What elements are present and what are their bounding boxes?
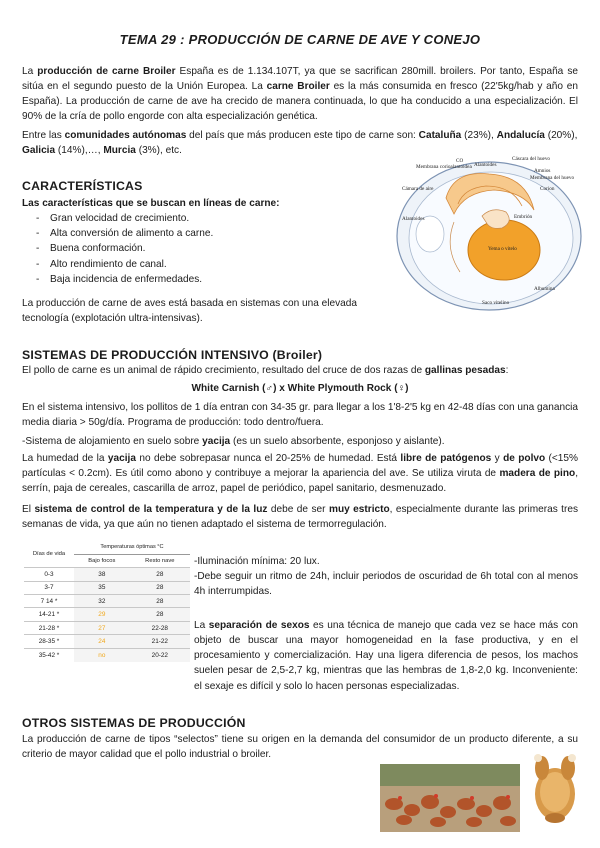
lighting-min: -Iluminación mínima: 20 lux. — [194, 556, 320, 567]
sex-separation-paragraph: La separación de sexos es una técnica de manejo que cada vez se hace más con objeto de buscar una mayor homogeneidad en la fase productiva, y en el procesamiento y comercialización. Hay una ligera diferencia de pesos, los machos suelen pesar de 2,5-2,7 kg, mientras que las hembras de 1,8-2,0 kg. Inconveniente: el sexaje es difícil y solo lo hacen personas especializadas. — [194, 620, 579, 692]
table-cell-bajo-focos: 24 — [74, 635, 130, 648]
breed-cross: White Carnish (♂) x White Plymouth Rock (♀) — [191, 383, 409, 394]
table-cell-bajo-focos: 38 — [74, 568, 130, 581]
intensive-paragraph: En el sistema intensivo, los pollitos de 1 día entran con 34-35 gr. para llegar a los 1'8-2'5 kg en 42-48 días con una ganancia media diaria > 50g/día. Programa de producción: todo dentro/fuera. — [22, 402, 578, 429]
egg-label-membrana-huevo: Membrana del huevo — [530, 175, 575, 181]
table-row — [24, 635, 190, 648]
control-paragraph: El sistema de control de la temperatura y de la luz debe de ser muy estricto, especialmente durante las primeras tres semanas de vida, ya que aún no tienen adaptado el sistema de termorregulación. — [22, 504, 579, 531]
characteristics-list — [36, 211, 382, 287]
table-cell-bajo-focos: 35 — [74, 581, 130, 594]
lighting-rhythm: -Debe seguir un ritmo de 24h, incluir periodos de oscuridad de 6h total con al menos 4h interrumpidas. — [194, 571, 578, 598]
table-cell-days: 14-21 * — [24, 608, 74, 621]
communities-paragraph: Entre las comunidades autónomas del país que más producen este tipo de carne son: Cataluña (23%), Andalucía (20%), Galicia (14%),…, Murcia (3%), etc. — [22, 130, 578, 157]
table-cell-resto-nave: 28 — [130, 581, 190, 594]
table-cell-resto-nave: 28 — [130, 568, 190, 581]
table-cell-bajo-focos: no — [74, 648, 130, 661]
egg-label-alantoides: Alantoides — [402, 216, 425, 222]
table-cell-days: 7 14 * — [24, 595, 74, 608]
egg-label-saco-vitelino: Saco vitelino — [482, 300, 510, 306]
list-item: - Alta conversión de alimento a carne. — [36, 226, 382, 241]
table-cell-bajo-focos: 27 — [74, 621, 130, 634]
table-cell-resto-nave: 22-28 — [130, 621, 190, 634]
temperature-table — [24, 541, 190, 662]
litter-paragraph: La humedad de la yacija no debe sobrepasar nunca el 20-25% de humedad. Está libre de patógenos y de polvo (<15% partículas < 0.2cm). Es útil como abono y contribuye a mejorar la apariencia del ave. Se utiliza viruta de madera de pino, serrín, paja de cereales, cascarilla de arroz, papel de periódico, papel sanitario, desmenuzado. — [22, 453, 579, 495]
temperature-table-body — [24, 568, 190, 662]
list-item: - Buena conformación. — [36, 241, 382, 256]
roast-chicken-photo — [524, 752, 586, 830]
list-item: - Alto rendimiento de canal. — [36, 257, 382, 272]
egg-label-embrion: Embrión — [514, 214, 533, 220]
table-row — [24, 648, 190, 661]
chickens-photo — [380, 764, 520, 832]
table-header-group: Temperaturas óptimas °C — [74, 541, 190, 554]
table-cell-bajo-focos: 32 — [74, 595, 130, 608]
housing-paragraph: -Sistema de alojamiento en suelo sobre yacija (es un suelo absorbente, esponjoso y aislante). — [22, 436, 445, 447]
table-row — [24, 568, 190, 581]
table-header-days: Días de vida — [32, 550, 66, 557]
table-cell-resto-nave: 28 — [130, 608, 190, 621]
intro-paragraph: La producción de carne Broiler España es de 1.134.107T, ya que se sacrifican 280mill. broilers. Por tanto, España se sitúa en el segundo puesto de la Unión Europea. La carne Broiler es la más consumida en fresco (22'5kg/hab y año en España). La producción de carne de ave ha crecido de manera continuada, lo que ha conducido a una especialización. El 90% de la cría de pollo engorde con alta especialización genética. — [22, 66, 578, 123]
table-row — [24, 608, 190, 621]
table-cell-days: 0-3 — [24, 568, 74, 581]
egg-label-co: CO — [456, 158, 464, 164]
other-systems-paragraph: La producción de carne de tipos “selectos” tiene su origen en la demanda del consumidor de un producto diferente, a su criterio de mayor calidad que el pollo industrial o broiler. — [22, 734, 578, 761]
egg-label-alantoides-top: Alantoides — [474, 162, 497, 168]
table-cell-resto-nave: 20-22 — [130, 648, 190, 661]
egg-label-yema: Yema o vitelo — [488, 246, 517, 252]
page-title: TEMA 29 : PRODUCCIÓN DE CARNE DE AVE Y CONEJO — [119, 32, 481, 47]
table-cell-days: 28-35 * — [24, 635, 74, 648]
table-row — [24, 595, 190, 608]
table-header-resto: Resto nave — [145, 557, 175, 564]
egg-label-membrana-corio: Membrana corioalantoidea — [416, 164, 472, 170]
table-cell-days: 21-28 * — [24, 621, 74, 634]
egg-label-camara-aire: Cámara de aire — [402, 186, 434, 192]
table-cell-resto-nave: 28 — [130, 595, 190, 608]
egg-label-corion: Corion — [540, 186, 555, 192]
table-cell-days: 35-42 * — [24, 648, 74, 661]
list-item: - Gran velocidad de crecimiento. — [36, 211, 382, 226]
table-cell-resto-nave: 21-22 — [130, 635, 190, 648]
intensive-heading: SISTEMAS DE PRODUCCIÓN INTENSIVO (Broiler) — [22, 348, 323, 362]
characteristics-closing: La producción de carne de aves está basada en sistemas con una elevada tecnología (explotación ultra-intensivas). — [22, 298, 358, 325]
egg-label-albumina: Albumina — [534, 286, 555, 292]
lighting-notes — [194, 554, 578, 599]
egg-label-cascara: Cáscara del huevo — [512, 156, 551, 162]
table-cell-bajo-focos: 29 — [74, 608, 130, 621]
list-item: - Baja incidencia de enfermedades. — [36, 272, 382, 287]
egg-embryo-diagram — [394, 152, 584, 312]
table-row — [24, 581, 190, 594]
intensive-intro: El pollo de carne es un animal de rápido crecimiento, resultado del cruce de dos razas de gallinas pesadas: — [22, 365, 509, 376]
table-header-bajo: Bajo focos — [88, 557, 116, 564]
other-systems-heading: OTROS SISTEMAS DE PRODUCCIÓN — [22, 716, 246, 730]
characteristics-heading: CARACTERÍSTICAS — [22, 179, 143, 193]
egg-label-amnios: Amnios — [534, 168, 551, 174]
table-row — [24, 621, 190, 634]
characteristics-section — [22, 196, 382, 287]
table-cell-days: 3-7 — [24, 581, 74, 594]
characteristics-lead: Las características que se buscan en líneas de carne: — [22, 198, 280, 209]
